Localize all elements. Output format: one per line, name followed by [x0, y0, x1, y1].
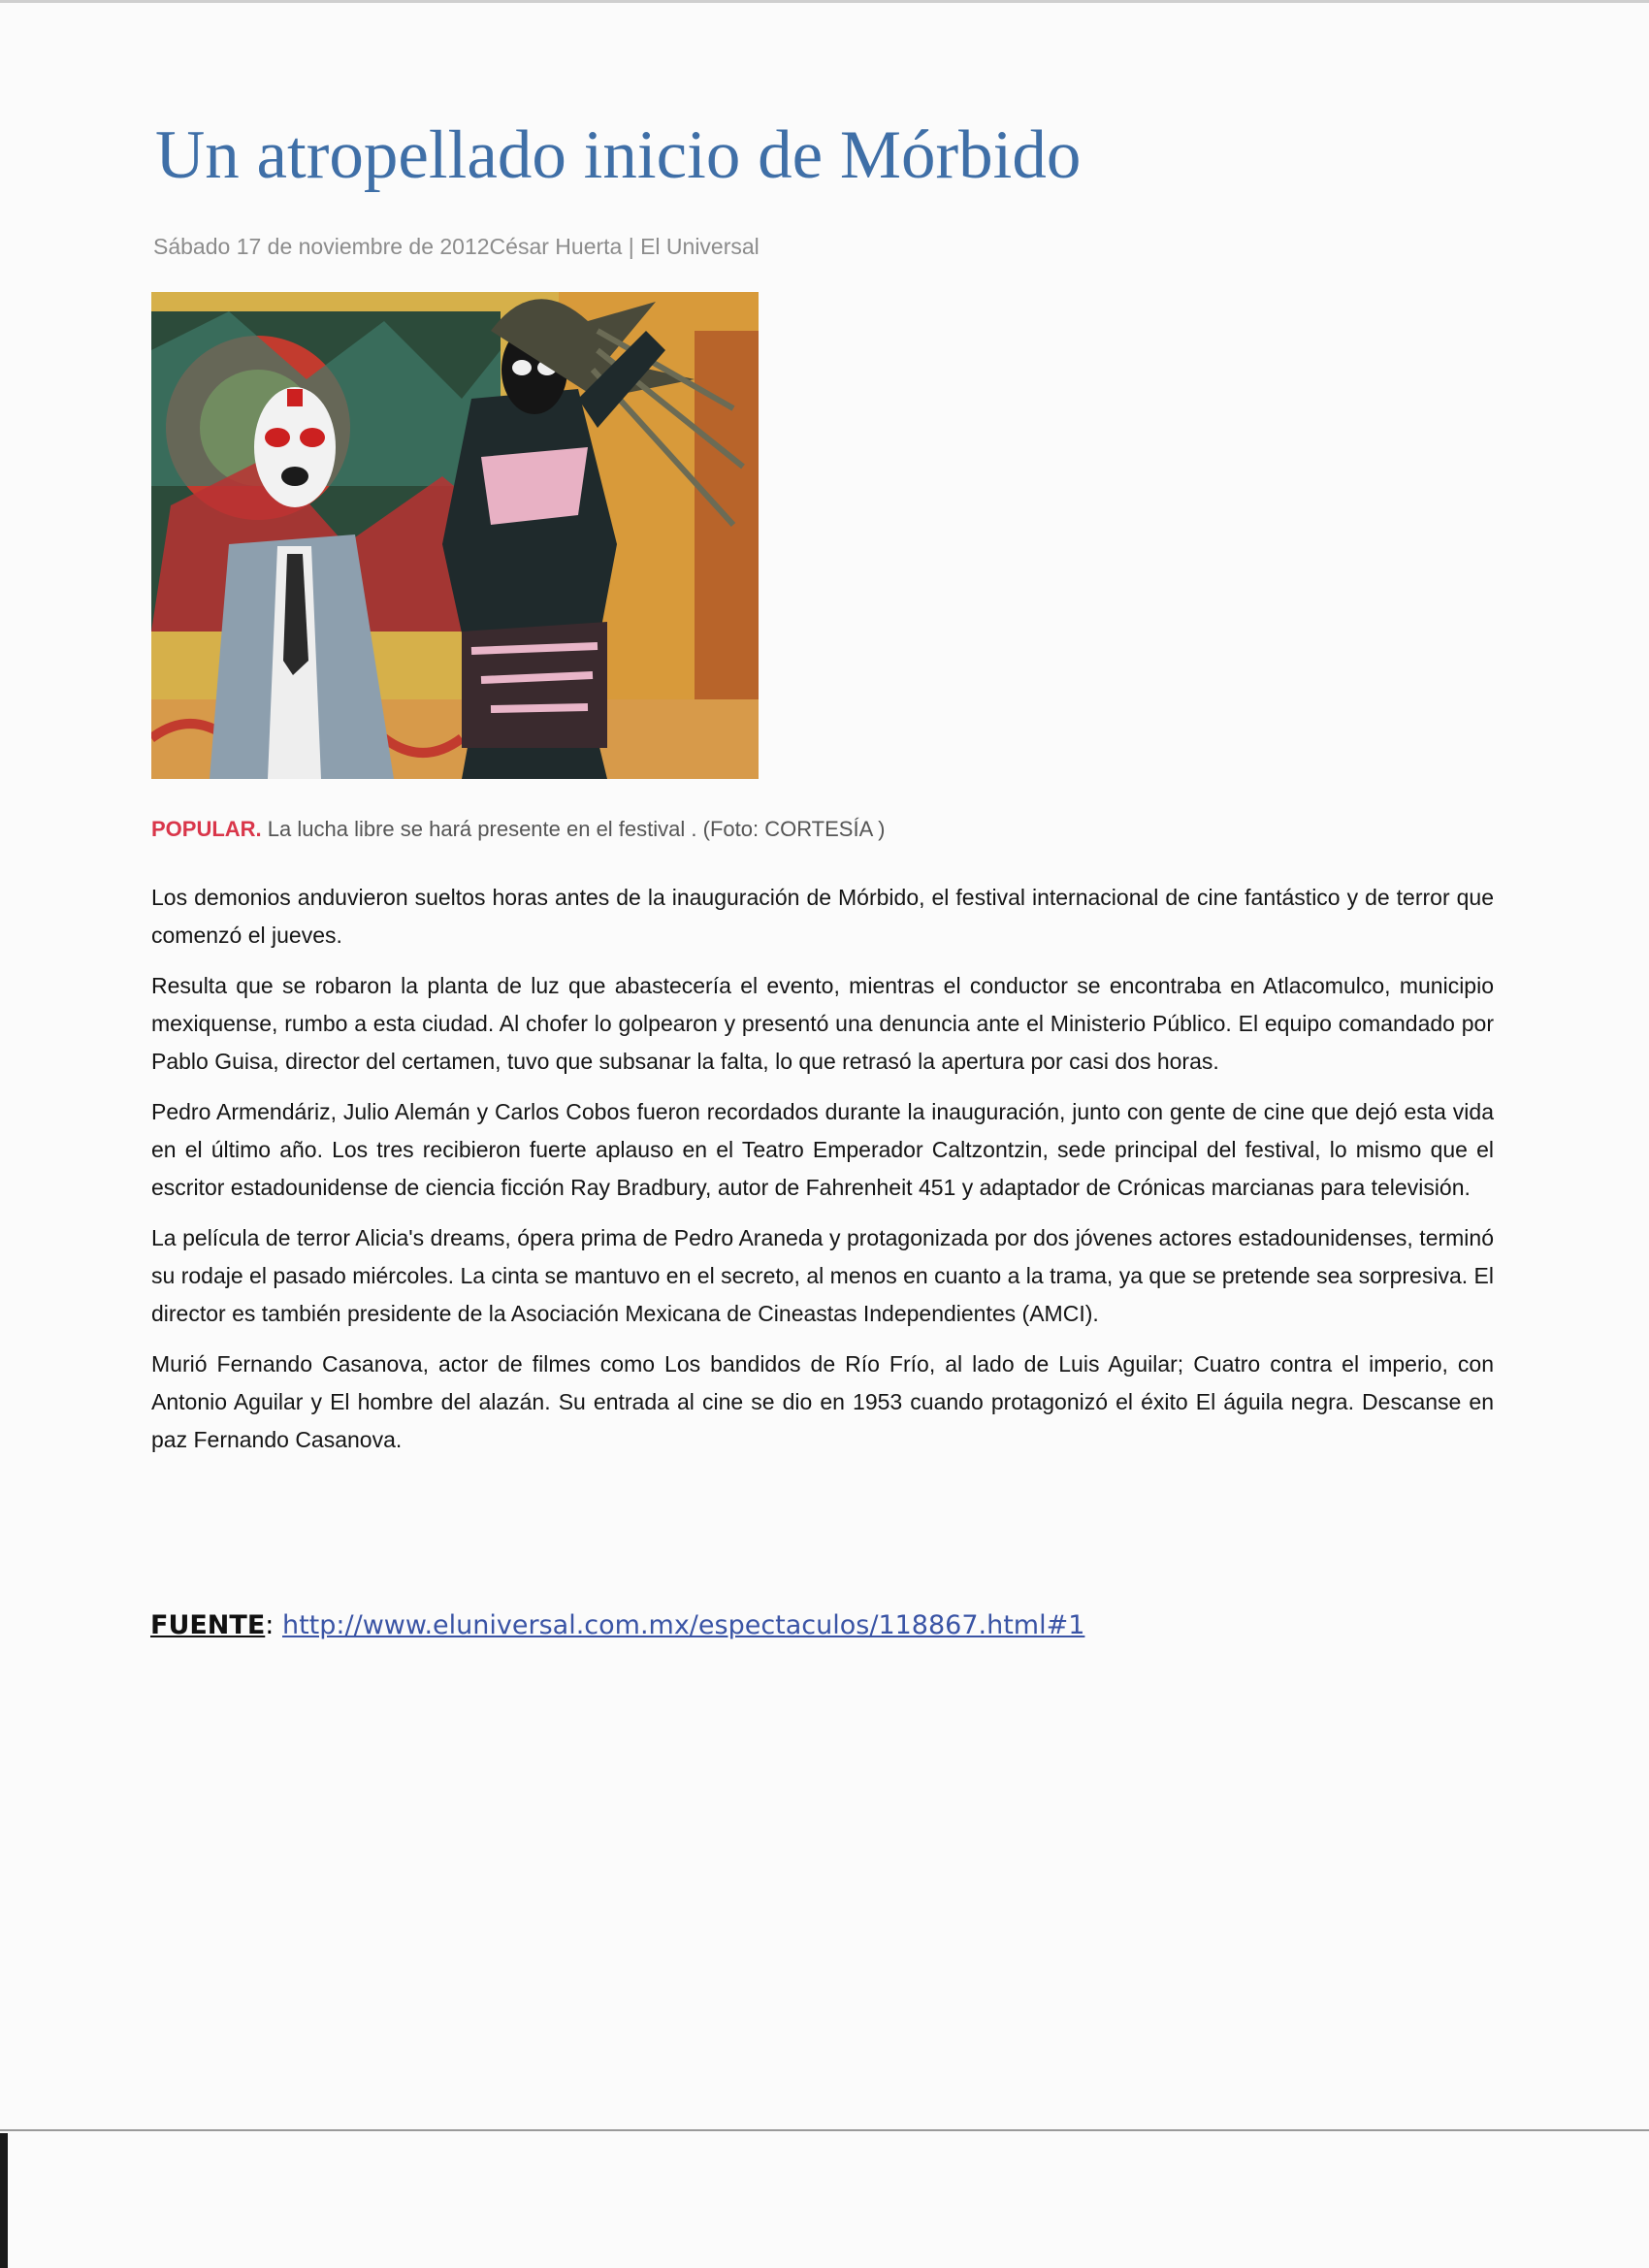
article-paragraph: Pedro Armendáriz, Julio Alemán y Carlos Cobos fueron recordados durante la inauguración, junto con gente de cine que dejó esta vida en el último año. Los tres recibieron fuerte aplauso en el Teatro Emperador Caltzontzin, sede principal del festival, lo mismo que el escritor estadounidense de ciencia ficción Ray Bradbury, autor de Fahrenheit 451 y adaptador de Crónicas marcianas para televisión.	[151, 1099, 1494, 1200]
article-title: Un atropellado inicio de Mórbido	[155, 117, 1082, 193]
article-byline: Sábado 17 de noviembre de 2012César Huerta | El Universal	[153, 234, 760, 259]
article-body	[151, 879, 1494, 1472]
article-paragraph: Los demonios anduvieron sueltos horas antes de la inauguración de Mórbido, el festival internacional de cine fantástico y de terror que comenzó el jueves.	[151, 885, 1494, 948]
article-paragraph: Resulta que se robaron la planta de luz que abastecería el evento, mientras el conductor se encontraba en Atlacomulco, municipio mexiquense, rumbo a esta ciudad. Al chofer lo golpearon y presentó una denuncia ante el Ministerio Público. El equipo comandado por Pablo Guisa, director del certamen, tuvo que subsanar la falta, lo que retrasó la apertura por casi dos horas.	[151, 973, 1494, 1074]
page-bottom-rule	[0, 2129, 1649, 2131]
source-label: FUENTE	[150, 1610, 266, 1640]
scan-top-edge	[0, 0, 1649, 3]
caption-kicker: POPULAR.	[151, 817, 262, 841]
article-photo	[151, 292, 759, 779]
article-paragraph: Murió Fernando Casanova, actor de filmes como Los bandidos de Río Frío, al lado de Luis Aguilar; Cuatro contra el imperio, con Antonio Aguilar y El hombre del alazán. Su entrada al cine se dio en 1953 cuando protagonizó el éxito El águila negra. Descanse en paz Fernando Casanova.	[151, 1351, 1494, 1452]
photo-caption	[151, 817, 885, 842]
source-line	[150, 1610, 1084, 1640]
source-link[interactable]: http://www.eluniversal.com.mx/espectaculos/118867.html#1	[281, 1610, 1085, 1640]
source-separator: :	[265, 1610, 275, 1640]
caption-text: La lucha libre se hará presente en el festival . (Foto: CORTESÍA )	[261, 817, 886, 841]
scan-edge-shadow	[0, 2133, 8, 2268]
article-paragraph: La película de terror Alicia's dreams, ópera prima de Pedro Araneda y protagonizada por dos jóvenes actores estadounidenses, terminó su rodaje el pasado miércoles. La cinta se mantuvo en el secreto, al menos en cuanto a la trama, ya que se pretende sea sorpresiva. El director es también presidente de la Asociación Mexicana de Cineastas Independientes (AMCI).	[151, 1225, 1494, 1326]
luchadores-photo-illustration	[151, 292, 759, 779]
